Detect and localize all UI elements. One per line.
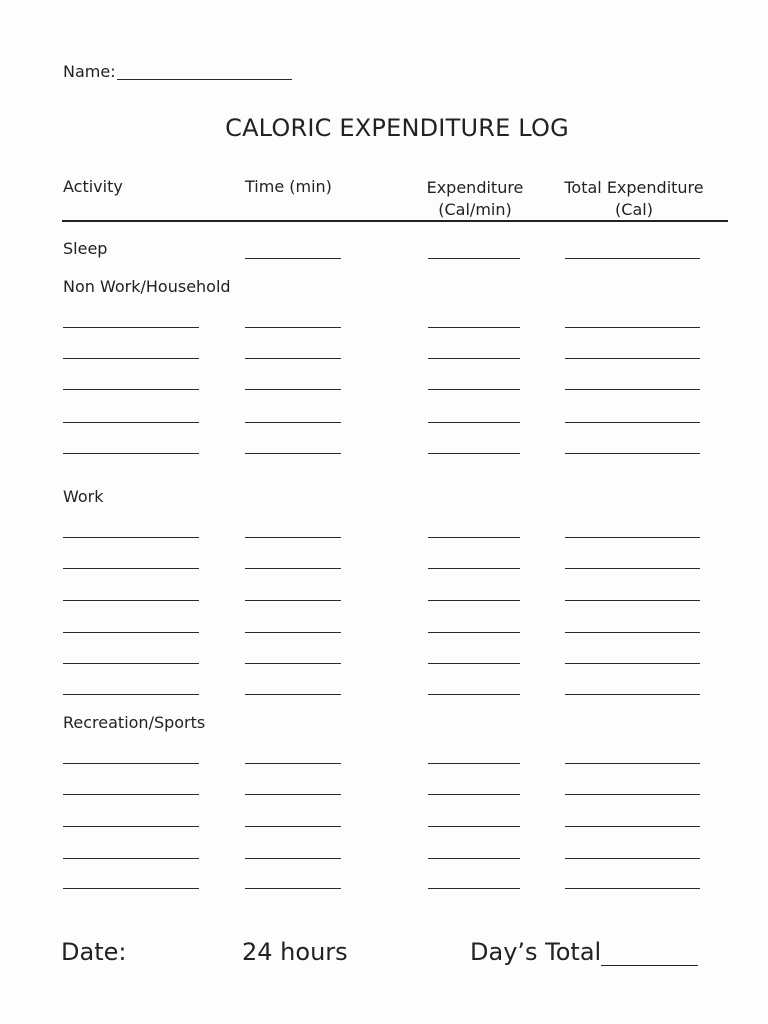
entry-line-expend[interactable] [428, 422, 520, 423]
entry-line-total[interactable] [565, 694, 700, 695]
entry-line-time[interactable] [245, 763, 341, 764]
entry-line-total[interactable] [565, 453, 700, 454]
entry-line-time[interactable] [245, 327, 341, 328]
entry-line-total[interactable] [565, 888, 700, 889]
entry-line-total[interactable] [565, 537, 700, 538]
entry-line-activity[interactable] [63, 422, 199, 423]
entry-line-expend[interactable] [428, 694, 520, 695]
name-field-line[interactable] [117, 79, 292, 80]
entry-line-time[interactable] [245, 389, 341, 390]
entry-line-total[interactable] [565, 632, 700, 633]
entry-line-expend[interactable] [428, 858, 520, 859]
column-header-time: Time (min) [245, 177, 332, 196]
days-total-line[interactable] [601, 965, 698, 966]
entry-line-expend[interactable] [428, 663, 520, 664]
entry-line-time[interactable] [245, 632, 341, 633]
entry-line-expend[interactable] [428, 794, 520, 795]
entry-line-activity[interactable] [63, 327, 199, 328]
days-total-label: Day’s Total [470, 938, 602, 966]
entry-line-activity[interactable] [63, 537, 199, 538]
entry-line-time[interactable] [245, 858, 341, 859]
entry-line-total[interactable] [565, 327, 700, 328]
column-header-total [558, 177, 710, 221]
section-recreation: Recreation/Sports [63, 713, 206, 732]
column-header-activity: Activity [63, 177, 123, 196]
entry-line-time[interactable] [245, 258, 341, 259]
entry-line-expend[interactable] [428, 258, 520, 259]
entry-line-time[interactable] [245, 663, 341, 664]
entry-line-activity[interactable] [63, 358, 199, 359]
entry-line-activity[interactable] [63, 694, 199, 695]
entry-line-time[interactable] [245, 888, 341, 889]
entry-line-total[interactable] [565, 826, 700, 827]
column-header-total-line1: Total Expenditure [564, 178, 704, 197]
entry-line-activity[interactable] [63, 389, 199, 390]
entry-line-expend[interactable] [428, 568, 520, 569]
hours-label: 24 hours [242, 938, 348, 966]
name-label: Name: [63, 62, 116, 81]
entry-line-time[interactable] [245, 453, 341, 454]
entry-line-expend[interactable] [428, 632, 520, 633]
entry-line-expend[interactable] [428, 327, 520, 328]
column-header-total-line2: (Cal) [615, 200, 653, 219]
entry-line-total[interactable] [565, 763, 700, 764]
entry-line-activity[interactable] [63, 663, 199, 664]
column-header-expenditure [415, 177, 535, 221]
entry-line-total[interactable] [565, 389, 700, 390]
entry-line-activity[interactable] [63, 888, 199, 889]
entry-line-time[interactable] [245, 537, 341, 538]
date-label: Date: [61, 938, 127, 966]
entry-line-activity[interactable] [63, 600, 199, 601]
entry-line-time[interactable] [245, 694, 341, 695]
entry-line-activity[interactable] [63, 794, 199, 795]
entry-line-total[interactable] [565, 858, 700, 859]
entry-line-time[interactable] [245, 794, 341, 795]
entry-line-time[interactable] [245, 600, 341, 601]
entry-line-expend[interactable] [428, 537, 520, 538]
entry-line-total[interactable] [565, 600, 700, 601]
page-title: CALORIC EXPENDITURE LOG [225, 114, 569, 142]
entry-line-time[interactable] [245, 422, 341, 423]
entry-line-time[interactable] [245, 826, 341, 827]
section-work: Work [63, 487, 104, 506]
entry-line-total[interactable] [565, 568, 700, 569]
entry-line-expend[interactable] [428, 826, 520, 827]
entry-line-total[interactable] [565, 794, 700, 795]
header-rule [62, 220, 728, 222]
entry-line-expend[interactable] [428, 358, 520, 359]
entry-line-total[interactable] [565, 663, 700, 664]
entry-line-expend[interactable] [428, 600, 520, 601]
entry-line-expend[interactable] [428, 888, 520, 889]
entry-line-total[interactable] [565, 358, 700, 359]
column-header-expenditure-line2: (Cal/min) [438, 200, 512, 219]
entry-line-activity[interactable] [63, 568, 199, 569]
entry-line-total[interactable] [565, 422, 700, 423]
entry-line-expend[interactable] [428, 763, 520, 764]
entry-line-activity[interactable] [63, 632, 199, 633]
entry-line-expend[interactable] [428, 453, 520, 454]
column-header-expenditure-line1: Expenditure [426, 178, 524, 197]
section-household: Non Work/Household [63, 277, 231, 296]
entry-line-activity[interactable] [63, 763, 199, 764]
entry-line-expend[interactable] [428, 389, 520, 390]
entry-line-time[interactable] [245, 358, 341, 359]
entry-line-total[interactable] [565, 258, 700, 259]
entry-line-activity[interactable] [63, 453, 199, 454]
section-sleep: Sleep [63, 239, 108, 258]
entry-line-activity[interactable] [63, 858, 199, 859]
entry-line-time[interactable] [245, 568, 341, 569]
entry-line-activity[interactable] [63, 826, 199, 827]
